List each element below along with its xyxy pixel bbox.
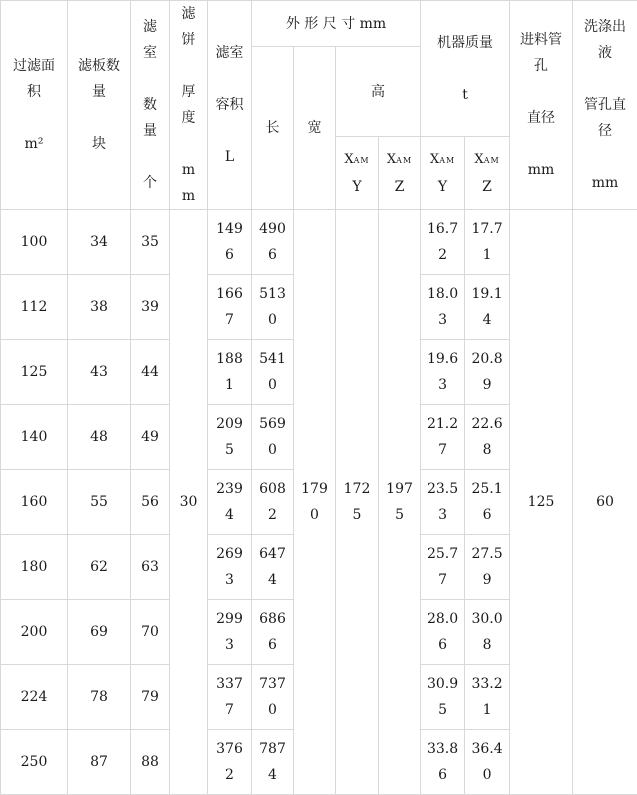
cell-mass-xamz: 17.7 1	[465, 210, 510, 275]
header-mass-xamz-x: X	[474, 152, 483, 167]
cell-chambers: 88	[131, 730, 170, 795]
cell-volume: 239 4	[208, 470, 252, 535]
cell-height-xamy: 172 5	[336, 210, 379, 795]
header-mass-xamy-x: X	[430, 152, 439, 167]
header-mass-xamz-am: AM	[484, 156, 500, 165]
cell-area: 125	[1, 340, 68, 405]
header-mass-xamy-am: AM	[439, 156, 455, 165]
cell-length: 608 2	[252, 470, 294, 535]
cell-mass-xamz: 27.5 9	[465, 535, 510, 600]
cell-length: 737 0	[252, 665, 294, 730]
cell-mass-xamz: 33.2 1	[465, 665, 510, 730]
cell-chambers: 79	[131, 665, 170, 730]
cell-chambers: 70	[131, 600, 170, 665]
cell-volume: 269 3	[208, 535, 252, 600]
cell-chambers: 39	[131, 275, 170, 340]
cell-length: 541 0	[252, 340, 294, 405]
header-mass-xamz	[465, 137, 510, 210]
cell-mass-xamy: 25.7 7	[421, 535, 465, 600]
cell-length: 647 4	[252, 535, 294, 600]
header-inlet-diameter: 进料管 孔 直径 mm	[510, 1, 573, 210]
cell-length: 513 0	[252, 275, 294, 340]
cell-plates: 38	[68, 275, 131, 340]
cell-plates: 87	[68, 730, 131, 795]
cell-mass-xamy: 16.7 2	[421, 210, 465, 275]
table-row	[1, 210, 637, 275]
cell-area: 140	[1, 405, 68, 470]
cell-plates: 48	[68, 405, 131, 470]
header-height-xamy-x: X	[344, 152, 353, 167]
cell-area: 180	[1, 535, 68, 600]
header-width: 宽	[294, 47, 336, 210]
cell-area: 160	[1, 470, 68, 535]
cell-plates: 69	[68, 600, 131, 665]
cell-area: 224	[1, 665, 68, 730]
header-chamber-volume: 滤室 容积 L	[208, 1, 252, 210]
cell-chambers: 35	[131, 210, 170, 275]
header-dimensions: 外 形 尺 寸 mm	[252, 1, 421, 47]
header-mass-xamy-y: Y	[438, 179, 447, 195]
cell-chambers: 63	[131, 535, 170, 600]
cell-volume: 337 7	[208, 665, 252, 730]
header-mass-xamz-z: Z	[482, 179, 492, 195]
cell-mass-xamy: 30.9 5	[421, 665, 465, 730]
cell-plates: 62	[68, 535, 131, 600]
cell-length: 569 0	[252, 405, 294, 470]
cell-mass-xamy: 23.5 3	[421, 470, 465, 535]
cell-volume: 209 5	[208, 405, 252, 470]
cell-inlet-diameter: 125	[510, 210, 573, 795]
cell-mass-xamz: 19.1 4	[465, 275, 510, 340]
header-height-xamy-am: AM	[354, 156, 370, 165]
cell-cake-thickness: 30	[170, 210, 208, 795]
cell-mass-xamy: 18.0 3	[421, 275, 465, 340]
cell-width: 179 0	[294, 210, 336, 795]
cell-height-xamz: 197 5	[379, 210, 421, 795]
cell-chambers: 56	[131, 470, 170, 535]
header-height-xamz-am: AM	[396, 156, 412, 165]
header-height-xamz-x: X	[387, 152, 396, 167]
cell-mass-xamz: 20.8 9	[465, 340, 510, 405]
cell-plates: 34	[68, 210, 131, 275]
cell-volume: 188 1	[208, 340, 252, 405]
cell-mass-xamz: 25.1 6	[465, 470, 510, 535]
cell-mass-xamy: 33.8 6	[421, 730, 465, 795]
cell-mass-xamz: 36.4 0	[465, 730, 510, 795]
cell-mass-xamz: 22.6 8	[465, 405, 510, 470]
cell-volume: 299 3	[208, 600, 252, 665]
cell-chambers: 49	[131, 405, 170, 470]
cell-volume: 166 7	[208, 275, 252, 340]
cell-mass-xamz: 30.0 8	[465, 600, 510, 665]
header-height-xamy	[336, 137, 379, 210]
header-height-xamy-y: Y	[352, 179, 361, 195]
header-wash-diameter: 洗涤出 液 管孔直 径 mm	[573, 1, 637, 210]
cell-area: 100	[1, 210, 68, 275]
cell-length: 787 4	[252, 730, 294, 795]
header-length: 长	[252, 47, 294, 210]
cell-plates: 55	[68, 470, 131, 535]
cell-plates: 78	[68, 665, 131, 730]
cell-plates: 43	[68, 340, 131, 405]
cell-volume: 149 6	[208, 210, 252, 275]
cell-chambers: 44	[131, 340, 170, 405]
cell-area: 250	[1, 730, 68, 795]
header-plates: 滤板数 量 块	[68, 1, 131, 210]
cell-area: 200	[1, 600, 68, 665]
cell-area: 112	[1, 275, 68, 340]
header-height-xamz-z: Z	[395, 179, 405, 195]
header-height: 高	[336, 47, 421, 137]
header-mass-xamy	[421, 137, 465, 210]
cell-mass-xamy: 21.2 7	[421, 405, 465, 470]
cell-wash-diameter: 60	[573, 210, 637, 795]
header-machine-mass: 机器质量 t	[421, 1, 510, 137]
cell-mass-xamy: 19.6 3	[421, 340, 465, 405]
header-cake-thickness: 滤 饼 厚 度 m m	[170, 1, 208, 210]
cell-mass-xamy: 28.0 6	[421, 600, 465, 665]
header-area: 过滤面 积 m²	[1, 1, 68, 210]
cell-length: 686 6	[252, 600, 294, 665]
header-height-xamz	[379, 137, 421, 210]
cell-volume: 376 2	[208, 730, 252, 795]
cell-length: 490 6	[252, 210, 294, 275]
header-chambers: 滤 室 数 量 个	[131, 1, 170, 210]
